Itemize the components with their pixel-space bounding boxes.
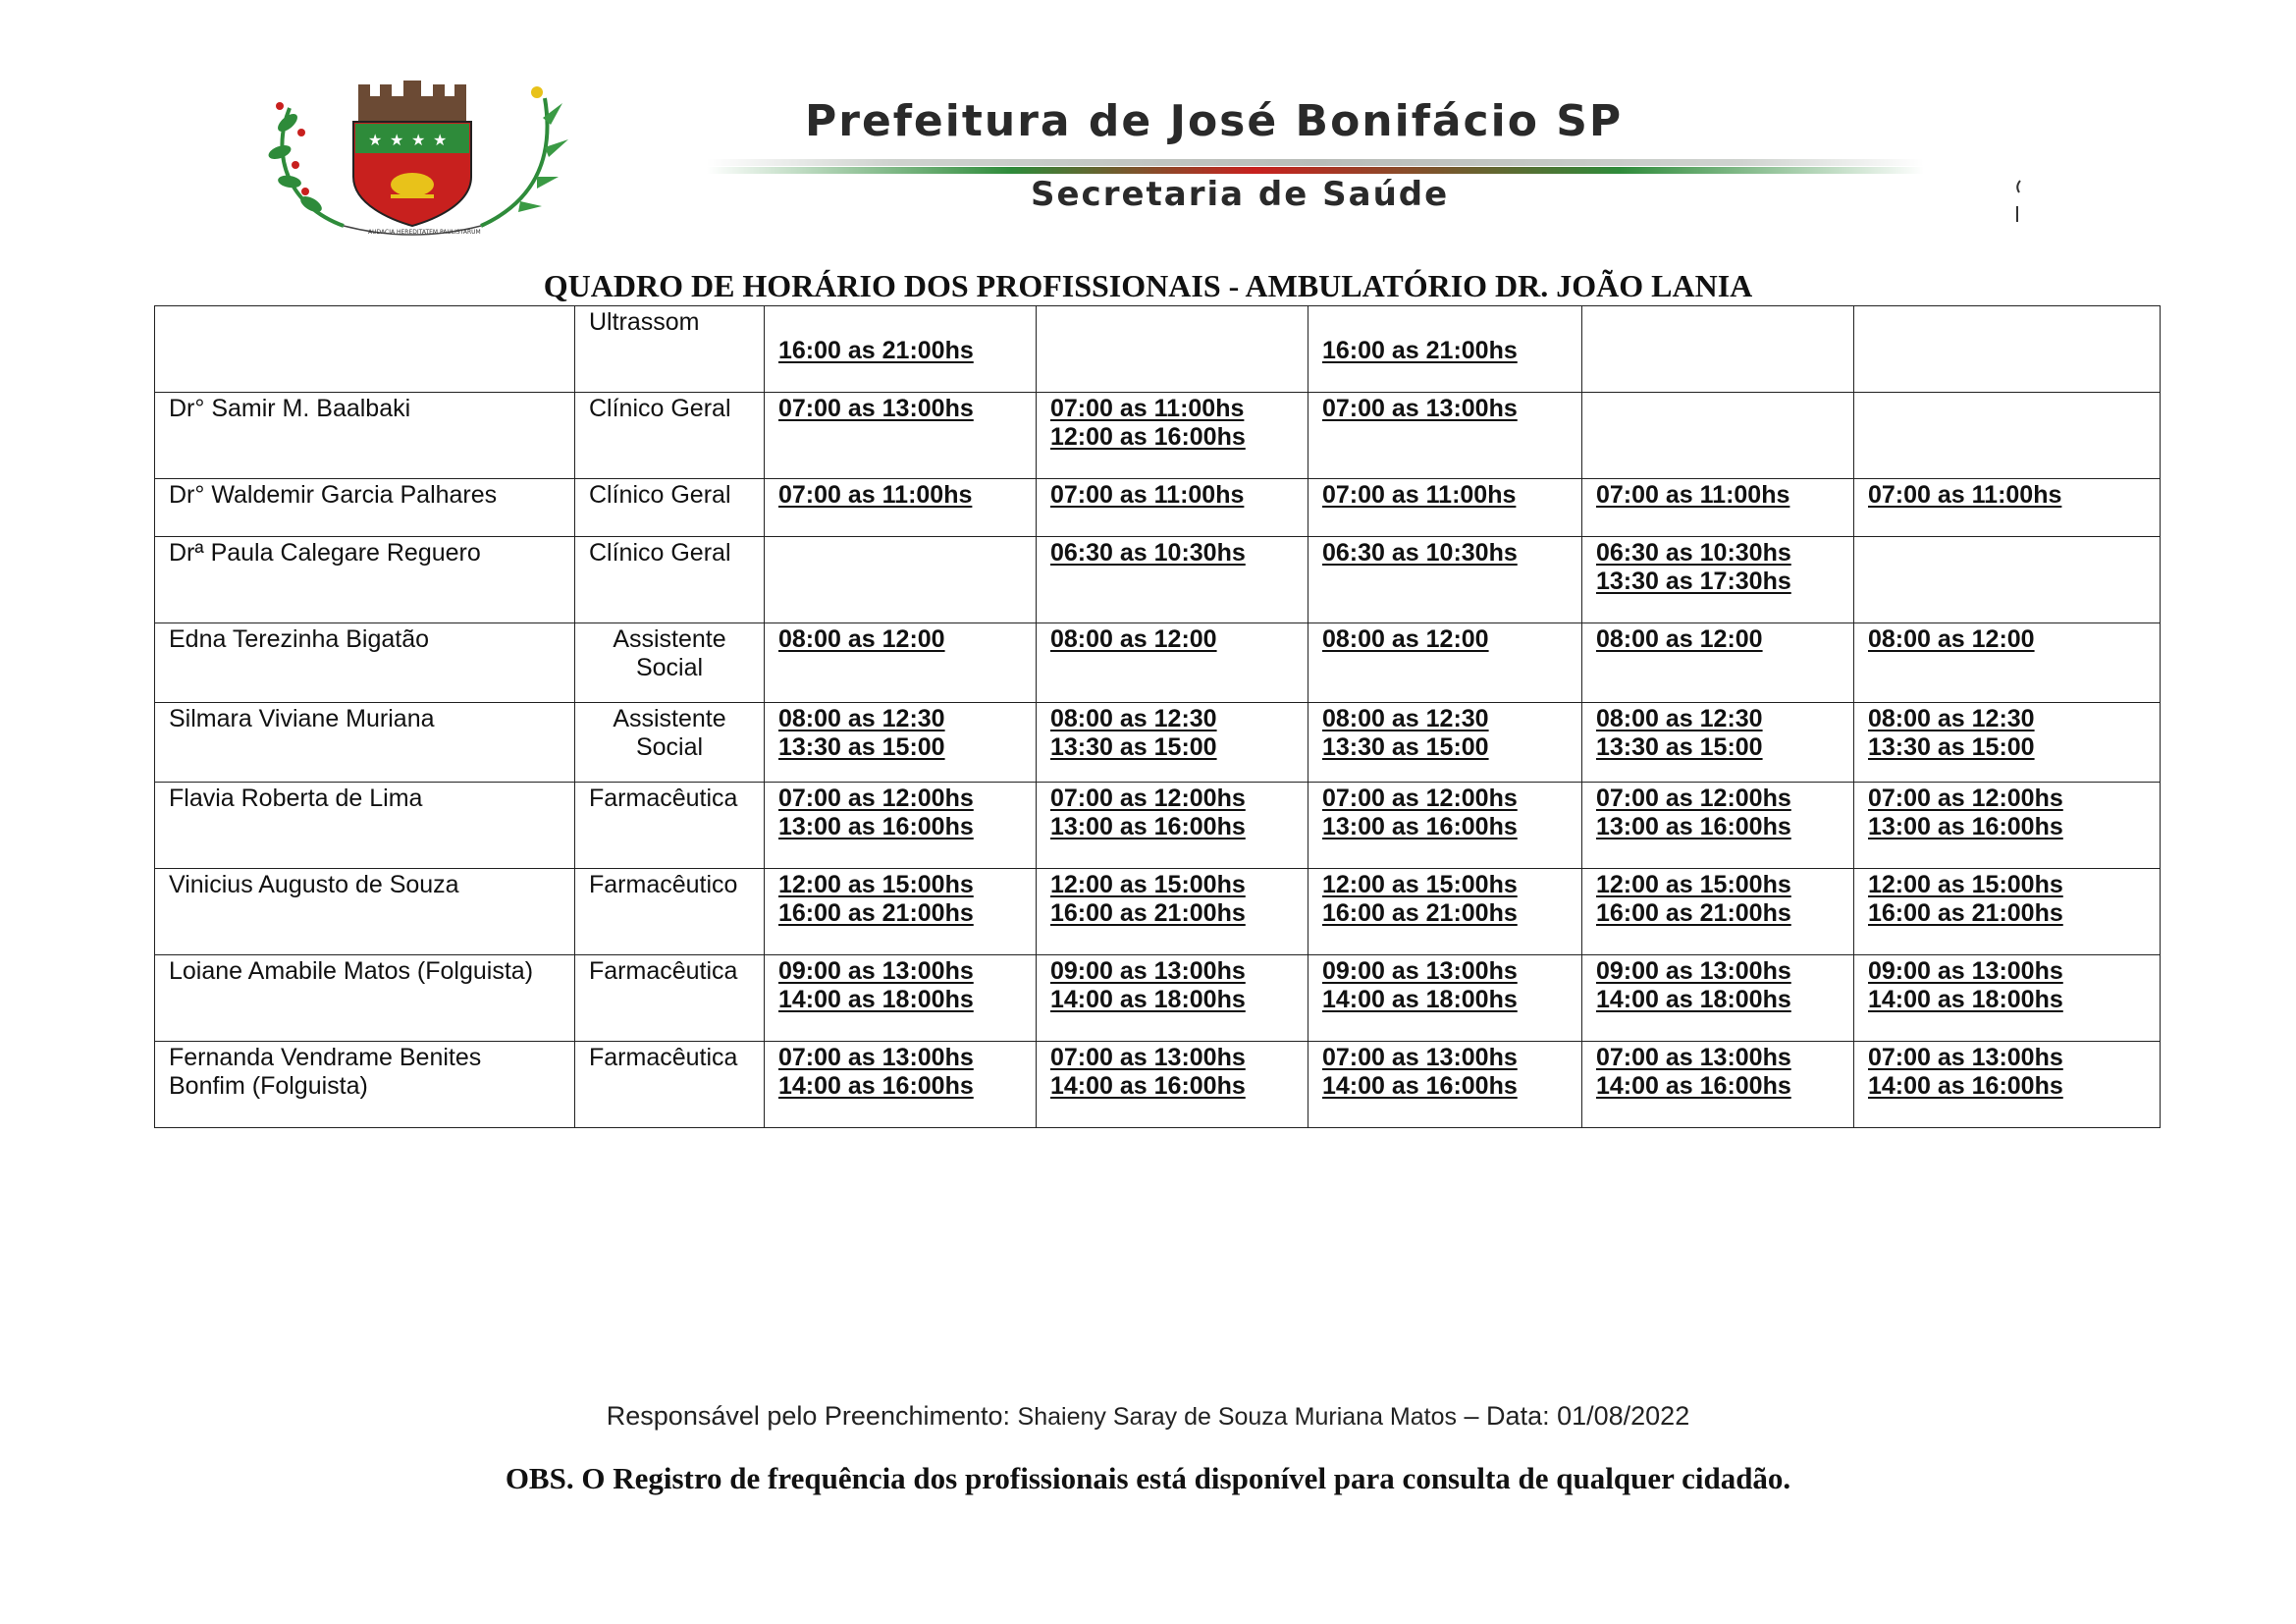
schedule-cell [1854, 537, 2161, 623]
schedule-cell [1582, 869, 1854, 955]
time-range: 13:30 as 15:00 [778, 733, 945, 761]
time-range: 16:00 as 21:00hs [778, 337, 974, 364]
schedule-cell [1308, 869, 1582, 955]
professional-name: Dr° Samir M. Baalbaki [155, 393, 575, 479]
time-range: 07:00 as 13:00hs [1322, 395, 1518, 422]
schedule-cell [1037, 1042, 1308, 1128]
time-range: 08:00 as 12:30 [778, 705, 945, 732]
professional-role: Farmacêutica [575, 955, 765, 1042]
schedule-cell [765, 393, 1037, 479]
schedule-cell [1308, 783, 1582, 869]
schedule-cell [1037, 623, 1308, 703]
schedule-cell [1582, 1042, 1854, 1128]
time-range: 13:30 as 15:00 [1868, 733, 2035, 761]
professional-role: Farmacêutica [575, 1042, 765, 1128]
time-range: 07:00 as 11:00hs [778, 481, 973, 509]
time-range: 14:00 as 18:00hs [778, 986, 974, 1013]
time-range: 13:00 as 16:00hs [1868, 813, 2063, 840]
time-range: 13:30 as 15:00 [1050, 733, 1217, 761]
time-range: 09:00 as 13:00hs [1596, 957, 1791, 985]
table-row [155, 306, 2161, 393]
time-range: 14:00 as 18:00hs [1868, 986, 2063, 1013]
professional-name: Loiane Amabile Matos (Folguista) [155, 955, 575, 1042]
table-row [155, 393, 2161, 479]
schedule-cell [765, 623, 1037, 703]
time-range: 16:00 as 21:00hs [778, 899, 974, 927]
time-range: 06:30 as 10:30hs [1596, 539, 1791, 567]
obs-note: OBS. O Registro de frequência dos profissionais está disponível para consulta de qualquer cidadão. [505, 1461, 1791, 1495]
schedule-cell [1582, 306, 1854, 393]
time-range: 16:00 as 21:00hs [1596, 899, 1791, 927]
time-range: 07:00 as 13:00hs [1868, 1044, 2063, 1071]
schedule-cell [765, 703, 1037, 783]
schedule-cell [765, 537, 1037, 623]
schedule-cell [1037, 393, 1308, 479]
footer-responsible [0, 1401, 2296, 1432]
time-range: 07:00 as 12:00hs [1868, 785, 2063, 812]
time-range: 06:30 as 10:30hs [1050, 539, 1246, 567]
schedule-cell [765, 955, 1037, 1042]
time-range: 14:00 as 16:00hs [1868, 1072, 2063, 1100]
time-range: 09:00 as 13:00hs [1322, 957, 1518, 985]
table-row [155, 783, 2161, 869]
table-row [155, 479, 2161, 537]
page-header [0, 0, 2296, 265]
time-range: 14:00 as 16:00hs [1596, 1072, 1791, 1100]
time-range: 08:00 as 12:30 [1322, 705, 1489, 732]
schedule-cell [1854, 479, 2161, 537]
time-range [778, 308, 1022, 337]
schedule-cell [1308, 703, 1582, 783]
schedule-cell [1308, 393, 1582, 479]
time-range: 12:00 as 15:00hs [1050, 871, 1246, 898]
footer-responsible-name: Shaieny Saray de Souza Muriana Matos [1017, 1403, 1458, 1431]
footer-date: – Data: 01/08/2022 [1464, 1401, 1690, 1431]
time-range: 16:00 as 21:00hs [1322, 899, 1518, 927]
schedule-cell [1582, 955, 1854, 1042]
schedule-cell [1308, 479, 1582, 537]
time-range: 14:00 as 16:00hs [778, 1072, 974, 1100]
svg-text:★: ★ [390, 131, 404, 149]
time-range: 09:00 as 13:00hs [1868, 957, 2063, 985]
schedule-cell [1582, 393, 1854, 479]
time-range: 08:00 as 12:00 [1322, 625, 1489, 653]
time-range: 07:00 as 11:00hs [1050, 395, 1245, 422]
schedule-table [154, 305, 2161, 1128]
schedule-cell [1037, 869, 1308, 955]
professional-role: Assistente Social [575, 623, 765, 703]
time-range: 08:00 as 12:00 [1596, 625, 1763, 653]
time-range: 14:00 as 16:00hs [1322, 1072, 1518, 1100]
time-range: 07:00 as 11:00hs [1322, 481, 1517, 509]
schedule-cell [1037, 703, 1308, 783]
schedule-cell [1854, 306, 2161, 393]
time-range [1322, 308, 1568, 337]
schedule-cell [1037, 783, 1308, 869]
time-range: 09:00 as 13:00hs [1050, 957, 1246, 985]
time-range: 07:00 as 12:00hs [1596, 785, 1791, 812]
municipal-crest-logo [250, 79, 574, 236]
time-range: 14:00 as 16:00hs [1050, 1072, 1246, 1100]
time-range: 07:00 as 13:00hs [778, 1044, 974, 1071]
schedule-cell [1037, 306, 1308, 393]
table-row [155, 537, 2161, 623]
schedule-cell [1582, 479, 1854, 537]
time-range: 14:00 as 18:00hs [1596, 986, 1791, 1013]
time-range: 16:00 as 21:00hs [1868, 899, 2063, 927]
banner-title: Prefeitura de José Bonifácio SP [805, 96, 1624, 146]
time-range: 12:00 as 15:00hs [778, 871, 974, 898]
time-range: 12:00 as 15:00hs [1868, 871, 2063, 898]
time-range: 12:00 as 15:00hs [1596, 871, 1791, 898]
professional-name: Fernanda Vendrame Benites Bonfim (Folguista) [155, 1042, 575, 1128]
professional-role: Clínico Geral [575, 479, 765, 537]
professional-name [155, 306, 575, 393]
time-range: 09:00 as 13:00hs [778, 957, 974, 985]
time-range: 13:00 as 16:00hs [1050, 813, 1246, 840]
professional-role: Ultrassom [575, 306, 765, 393]
time-range: 07:00 as 13:00hs [1322, 1044, 1518, 1071]
professional-role: Assistente Social [575, 703, 765, 783]
time-range: 13:30 as 15:00 [1596, 733, 1763, 761]
professional-role: Farmacêutica [575, 783, 765, 869]
schedule-cell [1582, 783, 1854, 869]
table-row [155, 623, 2161, 703]
table-row [155, 869, 2161, 955]
banner-subtitle: Secretaria de Saúde [1031, 175, 1450, 214]
time-range: 08:00 as 12:00 [1868, 625, 2035, 653]
schedule-cell [765, 479, 1037, 537]
table-row [155, 1042, 2161, 1128]
time-range: 13:00 as 16:00hs [778, 813, 974, 840]
time-range: 12:00 as 15:00hs [1322, 871, 1518, 898]
footer-label: Responsável pelo Preenchimento: [606, 1401, 1011, 1431]
time-range: 14:00 as 18:00hs [1322, 986, 1518, 1013]
time-range: 13:30 as 15:00 [1322, 733, 1489, 761]
svg-text:★: ★ [368, 131, 383, 149]
professional-name: Silmara Viviane Muriana [155, 703, 575, 783]
time-range: 07:00 as 12:00hs [1050, 785, 1246, 812]
time-range: 14:00 as 18:00hs [1050, 986, 1246, 1013]
schedule-cell [1854, 955, 2161, 1042]
professional-role: Clínico Geral [575, 537, 765, 623]
time-range: 07:00 as 13:00hs [1596, 1044, 1791, 1071]
time-range: 12:00 as 16:00hs [1050, 423, 1246, 451]
schedule-cell [765, 306, 1037, 393]
time-range: 08:00 as 12:30 [1050, 705, 1217, 732]
schedule-cell [1037, 955, 1308, 1042]
time-range: 07:00 as 12:00hs [1322, 785, 1518, 812]
time-range: 13:00 as 16:00hs [1322, 813, 1518, 840]
time-range: 13:30 as 17:30hs [1596, 568, 1791, 595]
schedule-cell [765, 1042, 1037, 1128]
schedule-cell [1854, 1042, 2161, 1128]
svg-text:★: ★ [433, 131, 448, 149]
professional-name: Vinicius Augusto de Souza [155, 869, 575, 955]
schedule-cell [1582, 623, 1854, 703]
time-range: 13:00 as 16:00hs [1596, 813, 1791, 840]
schedule-cell [765, 783, 1037, 869]
svg-text:AUDACIA HEREDITATEM PAULISTARU: AUDACIA HEREDITATEM PAULISTARUM [368, 229, 481, 236]
table-row [155, 703, 2161, 783]
schedule-cell [1308, 537, 1582, 623]
time-range: 16:00 as 21:00hs [1050, 899, 1246, 927]
schedule-cell [765, 869, 1037, 955]
schedule-cell [1854, 623, 2161, 703]
schedule-cell [1308, 623, 1582, 703]
time-range: 07:00 as 13:00hs [778, 395, 974, 422]
schedule-cell [1037, 479, 1308, 537]
schedule-cell [1308, 955, 1582, 1042]
time-range: 16:00 as 21:00hs [1322, 337, 1518, 364]
table-row [155, 955, 2161, 1042]
time-range: 07:00 as 11:00hs [1868, 481, 2062, 509]
professional-name: Flavia Roberta de Lima [155, 783, 575, 869]
schedule-cell [1582, 537, 1854, 623]
professional-name: Dr° Waldemir Garcia Palhares [155, 479, 575, 537]
schedule-cell [1854, 869, 2161, 955]
time-range: 06:30 as 10:30hs [1322, 539, 1518, 567]
time-range: 08:00 as 12:30 [1596, 705, 1763, 732]
time-range: 07:00 as 11:00hs [1596, 481, 1790, 509]
page-title: QUADRO DE HORÁRIO DOS PROFISSIONAIS - AMBULATÓRIO DR. JOÃO LANIA [543, 268, 1753, 303]
schedule-cell [1037, 537, 1308, 623]
time-range: 07:00 as 11:00hs [1050, 481, 1245, 509]
schedule-cell [1308, 306, 1582, 393]
professional-role: Clínico Geral [575, 393, 765, 479]
professional-role: Farmacêutico [575, 869, 765, 955]
time-range: 07:00 as 12:00hs [778, 785, 974, 812]
time-range: 08:00 as 12:00 [778, 625, 945, 653]
professional-name: Drª Paula Calegare Reguero [155, 537, 575, 623]
schedule-cell [1854, 783, 2161, 869]
svg-text:★: ★ [411, 131, 426, 149]
time-range: 07:00 as 13:00hs [1050, 1044, 1246, 1071]
time-range: 08:00 as 12:30 [1868, 705, 2035, 732]
schedule-cell [1308, 1042, 1582, 1128]
time-range: 08:00 as 12:00 [1050, 625, 1217, 653]
scan-edge-mark [2014, 179, 2022, 224]
professional-name: Edna Terezinha Bigatão [155, 623, 575, 703]
schedule-cell [1582, 703, 1854, 783]
schedule-cell [1854, 703, 2161, 783]
secretariat-banner [707, 88, 1924, 226]
schedule-cell [1854, 393, 2161, 479]
